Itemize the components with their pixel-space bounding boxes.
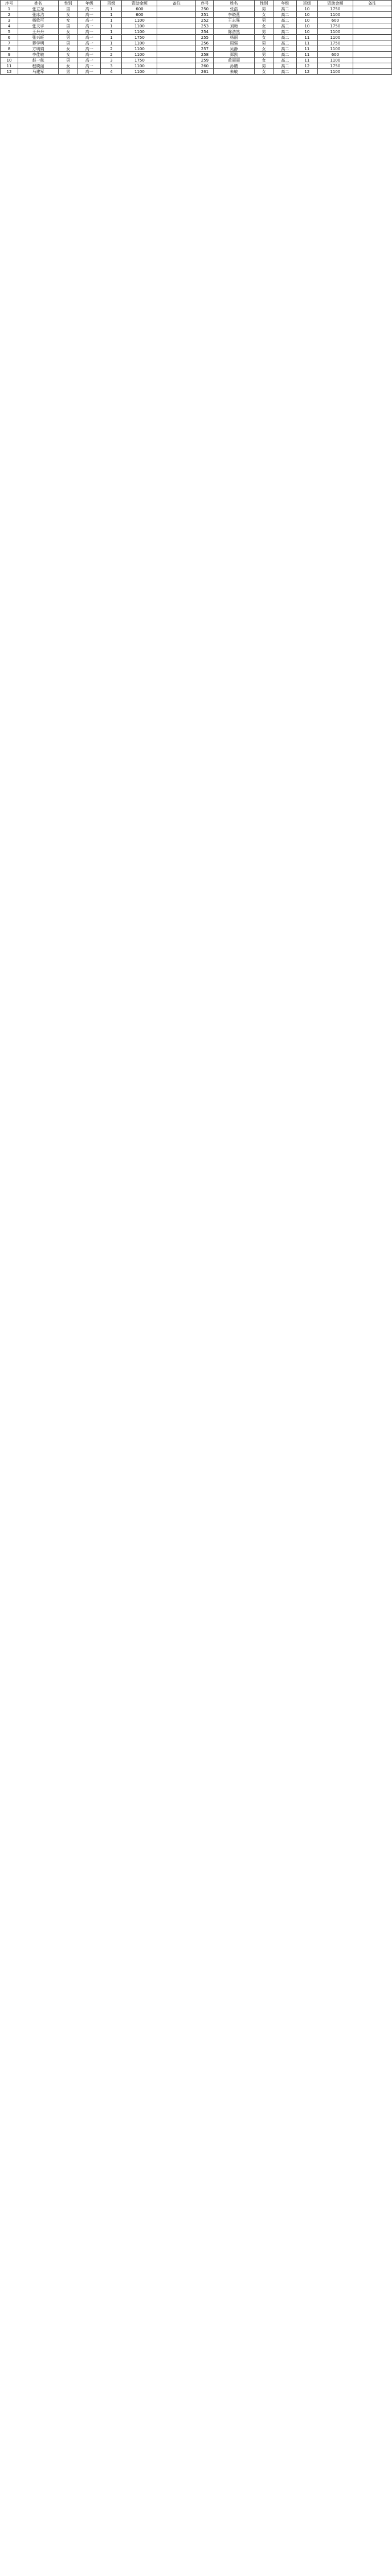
table-cell: 刘梅 — [214, 23, 254, 29]
table-cell: 2 — [101, 52, 122, 58]
table-cell: 张立尧 — [18, 6, 58, 12]
table-cell: 1750 — [122, 35, 157, 40]
table-cell: 11 — [296, 35, 317, 40]
table-cell: 256 — [196, 40, 214, 46]
table-cell: 1 — [101, 29, 122, 35]
table-cell: 女 — [59, 18, 78, 23]
table-cell: 高二 — [273, 35, 296, 40]
table-cell: 高一 — [78, 12, 101, 18]
table-cell: 1100 — [122, 29, 157, 35]
table-cell: 600 — [317, 18, 353, 23]
table-cell: 男 — [59, 40, 78, 46]
table-cell: 1100 — [317, 69, 353, 75]
table-cell: 男 — [254, 40, 273, 46]
col-amount: 资助金额 — [317, 1, 353, 6]
table-cell — [353, 29, 391, 35]
table-cell: 高一 — [78, 58, 101, 63]
table-cell: 孙鹏 — [214, 63, 254, 69]
table-cell — [157, 23, 196, 29]
table-cell: 高一 — [78, 69, 101, 75]
table-cell: 男 — [254, 6, 273, 12]
table-cell: 250 — [196, 6, 214, 12]
table-cell: 12 — [296, 63, 317, 69]
table-cell: 高二 — [273, 40, 296, 46]
table-row — [1, 18, 392, 23]
table-cell: 女 — [59, 29, 78, 35]
table-cell: 男 — [254, 18, 273, 23]
table-cell: 男 — [59, 69, 78, 75]
table-cell: 男 — [59, 58, 78, 63]
table-cell — [353, 18, 391, 23]
table-cell: 1 — [101, 12, 122, 18]
table-row — [1, 46, 392, 52]
table-cell: 254 — [196, 29, 214, 35]
table-cell: 杨丽 — [214, 35, 254, 40]
table-cell: 10 — [296, 12, 317, 18]
col-remark: 备注 — [353, 1, 391, 6]
col-seq: 序号 — [196, 1, 214, 6]
table-cell: 12 — [296, 69, 317, 75]
table-cell — [353, 6, 391, 12]
table-cell: 吴静 — [214, 46, 254, 52]
table-cell: 251 — [196, 12, 214, 18]
table-cell: 高二 — [273, 18, 296, 23]
table-cell: 高一 — [78, 63, 101, 69]
table-row — [1, 6, 392, 12]
table-cell: 男 — [254, 63, 273, 69]
col-gender: 性别 — [59, 1, 78, 6]
table-cell: 张浩 — [214, 6, 254, 12]
table-row — [1, 63, 392, 69]
table-cell: 陈浩然 — [214, 29, 254, 35]
table-cell: 4 — [1, 23, 18, 29]
table-cell: 1100 — [317, 12, 353, 18]
table-cell — [157, 40, 196, 46]
table-cell: 高二 — [273, 63, 296, 69]
table-cell: 方明娟 — [18, 46, 58, 52]
table-cell: 女 — [59, 46, 78, 52]
table-row — [1, 35, 392, 40]
table-cell — [157, 52, 196, 58]
table-cell: 6 — [1, 35, 18, 40]
col-name: 姓名 — [18, 1, 58, 6]
table-row — [1, 58, 392, 63]
col-grade: 年级 — [78, 1, 101, 6]
table-cell: 1750 — [317, 63, 353, 69]
table-cell: 11 — [296, 46, 317, 52]
table-cell: 马建军 — [18, 69, 58, 75]
table-row — [1, 52, 392, 58]
table-cell: 高一 — [78, 29, 101, 35]
table-cell: 253 — [196, 23, 214, 29]
table-cell: 11 — [1, 63, 18, 69]
table-cell: 王志强 — [214, 18, 254, 23]
table-cell: 3 — [1, 18, 18, 23]
table-cell: 4 — [101, 69, 122, 75]
table-cell — [157, 18, 196, 23]
col-class: 班级 — [101, 1, 122, 6]
table-cell: 1100 — [122, 63, 157, 69]
table-cell: 男 — [59, 23, 78, 29]
table-cell — [157, 35, 196, 40]
table-cell: 600 — [122, 6, 157, 12]
table-cell: 10 — [296, 18, 317, 23]
table-cell: 高一 — [78, 6, 101, 12]
table-cell: 李晓燕 — [214, 12, 254, 18]
col-gender: 性别 — [254, 1, 273, 6]
table-cell: 李佳敏 — [18, 52, 58, 58]
table-cell — [353, 12, 391, 18]
col-seq: 序号 — [1, 1, 18, 6]
table-cell: 高一 — [78, 18, 101, 23]
table-cell: 1100 — [317, 58, 353, 63]
table-cell: 女 — [254, 23, 273, 29]
table-cell: 2 — [1, 12, 18, 18]
table-cell: 女 — [254, 46, 273, 52]
table-cell: 1 — [101, 23, 122, 29]
table-cell: 1100 — [317, 29, 353, 35]
header-row — [1, 1, 392, 6]
table-cell: 10 — [1, 58, 18, 63]
table-cell: 1 — [101, 18, 122, 23]
table-cell: 7 — [1, 40, 18, 46]
table-cell: 郑凯 — [214, 52, 254, 58]
table-cell: 600 — [122, 12, 157, 18]
table-cell: 高二 — [273, 46, 296, 52]
col-name: 姓名 — [214, 1, 254, 6]
table-row — [1, 69, 392, 75]
table-cell: 255 — [196, 35, 214, 40]
table-cell: 黄丽丽 — [214, 58, 254, 63]
table-cell — [353, 63, 391, 69]
table-cell: 8 — [1, 46, 18, 52]
table-cell: 3 — [101, 63, 122, 69]
table-cell: 张冰洁 — [18, 12, 58, 18]
col-grade: 年级 — [273, 1, 296, 6]
table-cell: 高二 — [273, 52, 296, 58]
table-cell: 周强 — [214, 40, 254, 46]
table-cell: 高一 — [78, 52, 101, 58]
table-cell — [157, 46, 196, 52]
table-cell: 女 — [254, 69, 273, 75]
table-cell — [353, 58, 391, 63]
table-cell: 1750 — [122, 58, 157, 63]
table-cell: 1 — [101, 40, 122, 46]
table-cell: 1750 — [317, 23, 353, 29]
table-cell: 1100 — [122, 18, 157, 23]
table-cell: 朱敏 — [214, 69, 254, 75]
table-cell: 女 — [254, 58, 273, 63]
table-row — [1, 29, 392, 35]
table-cell: 10 — [296, 23, 317, 29]
table-cell: 1100 — [122, 40, 157, 46]
table-cell: 9 — [1, 52, 18, 58]
table-cell: 1100 — [122, 46, 157, 52]
table-cell: 男 — [254, 29, 273, 35]
table-cell: 高一 — [78, 35, 101, 40]
table-row — [1, 23, 392, 29]
table-cell: 杨欣可 — [18, 18, 58, 23]
table-cell: 男 — [254, 52, 273, 58]
table-cell: 1750 — [317, 6, 353, 12]
table-cell — [157, 58, 196, 63]
table-cell: 1100 — [122, 69, 157, 75]
table-cell: 600 — [317, 52, 353, 58]
table-cell: 1 — [1, 6, 18, 12]
col-amount: 资助金额 — [122, 1, 157, 6]
table-cell: 高二 — [273, 23, 296, 29]
table-cell — [157, 63, 196, 69]
funding-table — [0, 0, 392, 75]
table-cell: 11 — [296, 58, 317, 63]
table-cell: 女 — [254, 35, 273, 40]
table-cell — [157, 69, 196, 75]
table-cell — [353, 69, 391, 75]
table-cell: 5 — [1, 29, 18, 35]
table-cell — [157, 6, 196, 12]
col-remark: 备注 — [157, 1, 196, 6]
table-cell: 10 — [296, 29, 317, 35]
table-cell: 蒋学明 — [18, 40, 58, 46]
table-cell: 高一 — [78, 23, 101, 29]
table-cell: 261 — [196, 69, 214, 75]
table-cell: 12 — [1, 69, 18, 75]
table-cell: 女 — [59, 63, 78, 69]
table-cell: 高一 — [78, 40, 101, 46]
table-cell: 男 — [59, 6, 78, 12]
table-cell — [353, 35, 391, 40]
table-cell: 257 — [196, 46, 214, 52]
table-cell: 1 — [101, 6, 122, 12]
table-cell: 程晓丽 — [18, 63, 58, 69]
table-cell: 259 — [196, 58, 214, 63]
table-cell: 高二 — [273, 29, 296, 35]
table-cell: 1 — [101, 35, 122, 40]
table-cell — [353, 52, 391, 58]
col-class: 班级 — [296, 1, 317, 6]
table-cell: 1100 — [317, 46, 353, 52]
table-cell: 260 — [196, 63, 214, 69]
table-cell — [157, 12, 196, 18]
table-cell: 高二 — [273, 69, 296, 75]
table-cell: 女 — [59, 52, 78, 58]
table-cell: 252 — [196, 18, 214, 23]
table-cell: 女 — [254, 12, 273, 18]
table-cell: 1100 — [122, 52, 157, 58]
table-cell — [353, 23, 391, 29]
table-cell: 王丹丹 — [18, 29, 58, 35]
table-body — [1, 6, 392, 75]
table-cell: 258 — [196, 52, 214, 58]
table-cell: 女 — [59, 12, 78, 18]
funding-sheet — [0, 0, 392, 75]
table-cell: 高二 — [273, 6, 296, 12]
table-cell: 11 — [296, 52, 317, 58]
table-cell: 11 — [296, 40, 317, 46]
table-cell: 赵一航 — [18, 58, 58, 63]
table-cell — [353, 40, 391, 46]
table-cell — [157, 29, 196, 35]
table-cell: 高二 — [273, 12, 296, 18]
table-cell: 高二 — [273, 58, 296, 63]
table-cell: 3 — [101, 58, 122, 63]
table-row — [1, 40, 392, 46]
table-cell: 1100 — [317, 35, 353, 40]
table-cell — [353, 46, 391, 52]
table-cell: 张兴旺 — [18, 35, 58, 40]
table-cell: 10 — [296, 6, 317, 12]
table-cell: 2 — [101, 46, 122, 52]
table-row — [1, 12, 392, 18]
table-cell: 高一 — [78, 46, 101, 52]
table-cell: 张天宇 — [18, 23, 58, 29]
table-cell: 男 — [59, 35, 78, 40]
table-cell: 1100 — [122, 23, 157, 29]
table-cell: 1750 — [317, 40, 353, 46]
